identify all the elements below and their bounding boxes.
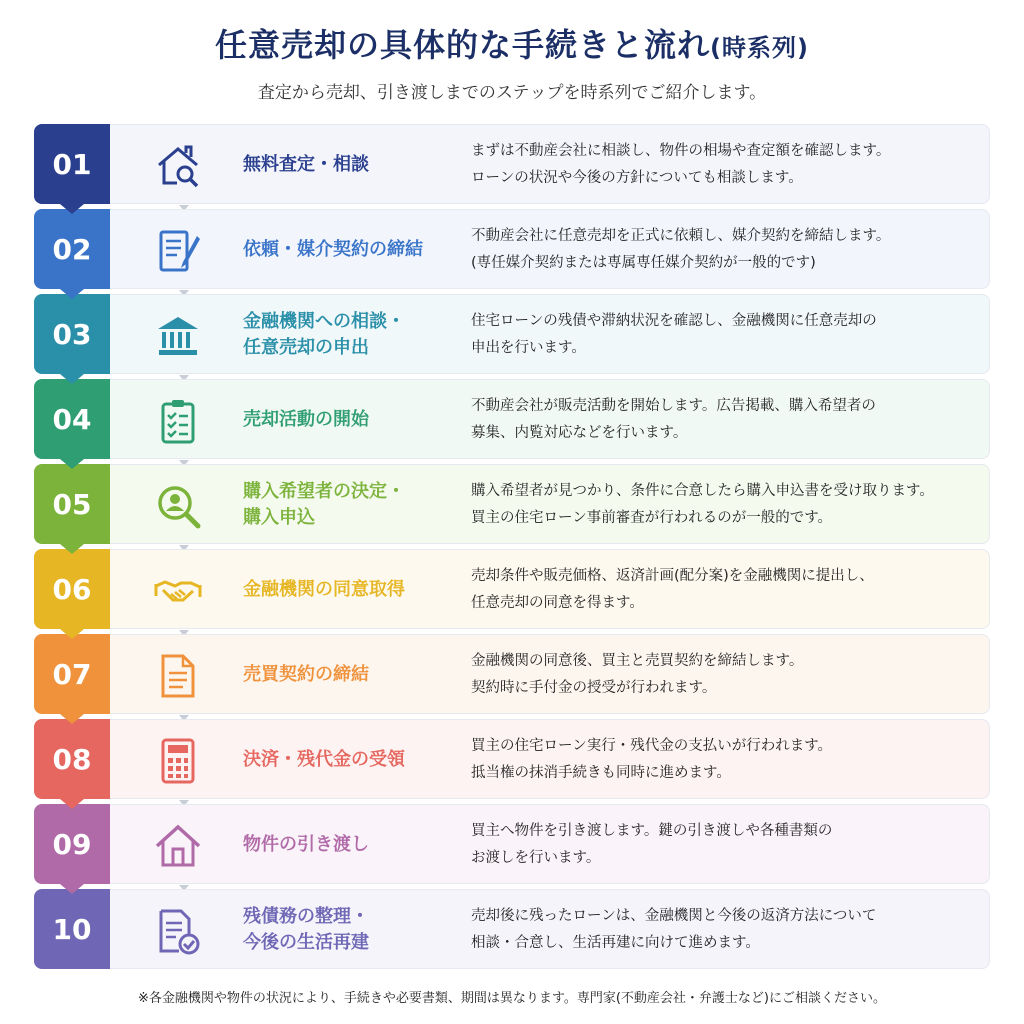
footnote: ※各金融機関や物件の状況により、手続きや必要書類、期間は異なります。専門家(不動産会社・弁護士など)にご相談ください。 xyxy=(138,991,886,1006)
person-search-icon xyxy=(153,481,203,531)
step-title: 購入希望者の決定・ 購入申込 xyxy=(243,480,405,528)
step-row-03 xyxy=(34,294,990,374)
bank-icon xyxy=(153,311,203,361)
document-icon xyxy=(153,651,203,701)
step-row-08 xyxy=(34,719,990,799)
step-number-badge: 03 xyxy=(34,294,110,374)
step-row-05 xyxy=(34,464,990,544)
step-title: 物件の引き渡し xyxy=(243,833,369,855)
page-subtitle: 査定から売却、引き渡しまでのステップを時系列でご紹介します。 xyxy=(257,83,767,103)
step-number-badge: 06 xyxy=(34,549,110,629)
step-list xyxy=(34,124,990,974)
step-title: 売却活動の開始 xyxy=(243,408,369,430)
step-title: 金融機関の同意取得 xyxy=(243,578,405,600)
step-title: 決済・残代金の受領 xyxy=(243,748,405,770)
step-description: 売却後に残ったローンは、金融機関と今後の返済方法について 相談・合意し、生活再建に向けて進めます。 xyxy=(471,908,877,951)
step-description: 購入希望者が見つかり、条件に合意したら購入申込書を受け取ります。 買主の住宅ローン事前審査が行われるのが一般的です。 xyxy=(471,483,934,526)
step-description: 買主へ物件を引き渡します。鍵の引き渡しや各種書類の お渡しを行います。 xyxy=(471,823,833,866)
house-icon xyxy=(153,821,203,871)
contract-pen-icon xyxy=(153,226,203,276)
title-suffix: (時系列) xyxy=(710,34,809,62)
step-number-badge: 02 xyxy=(34,209,110,289)
page-title xyxy=(0,20,1024,66)
step-row-02 xyxy=(34,209,990,289)
step-row-01 xyxy=(34,124,990,204)
step-description: 住宅ローンの残債や滞納状況を確認し、金融機関に任意売却の 申出を行います。 xyxy=(471,313,877,356)
step-number-badge: 05 xyxy=(34,464,110,544)
step-description: まずは不動産会社に相談し、物件の相場や査定額を確認します。 ローンの状況や今後の方針についても相談します。 xyxy=(471,143,891,186)
step-description: 売却条件や販売価格、返済計画(配分案)を金融機関に提出し、 任意売却の同意を得ます。 xyxy=(471,568,874,611)
calculator-icon xyxy=(153,736,203,786)
step-title: 無料査定・相談 xyxy=(243,153,369,175)
step-description: 金融機関の同意後、買主と売買契約を締結します。 契約時に手付金の授受が行われます。 xyxy=(471,653,804,696)
document-check-icon xyxy=(153,906,203,956)
checklist-icon xyxy=(153,396,203,446)
step-row-09 xyxy=(34,804,990,884)
step-number-badge: 04 xyxy=(34,379,110,459)
step-description: 買主の住宅ローン実行・残代金の支払いが行われます。 抵当権の抹消手続きも同時に進めます。 xyxy=(471,738,833,781)
step-title: 金融機関への相談・ 任意売却の申出 xyxy=(243,310,405,358)
step-title: 残債務の整理・ 今後の生活再建 xyxy=(243,905,369,953)
step-description: 不動産会社が販売活動を開始します。広告掲載、購入希望者の 募集、内覧対応などを行います。 xyxy=(471,398,876,441)
step-row-06 xyxy=(34,549,990,629)
step-number-badge: 01 xyxy=(34,124,110,204)
title-main: 任意売却の具体的な手続きと流れ xyxy=(215,26,711,64)
step-description: 不動産会社に任意売却を正式に依頼し、媒介契約を締結します。 (専任媒介契約または専属専任媒介契約が一般的です) xyxy=(471,228,891,271)
step-title: 依頼・媒介契約の締結 xyxy=(243,238,423,260)
step-row-07 xyxy=(34,634,990,714)
handshake-icon xyxy=(153,566,203,616)
step-number-badge: 08 xyxy=(34,719,110,799)
step-number-badge: 09 xyxy=(34,804,110,884)
step-title: 売買契約の締結 xyxy=(243,663,369,685)
house-search-icon xyxy=(153,141,203,191)
step-number-badge: 07 xyxy=(34,634,110,714)
step-row-10 xyxy=(34,889,990,969)
step-row-04 xyxy=(34,379,990,459)
step-number-badge: 10 xyxy=(34,889,110,969)
